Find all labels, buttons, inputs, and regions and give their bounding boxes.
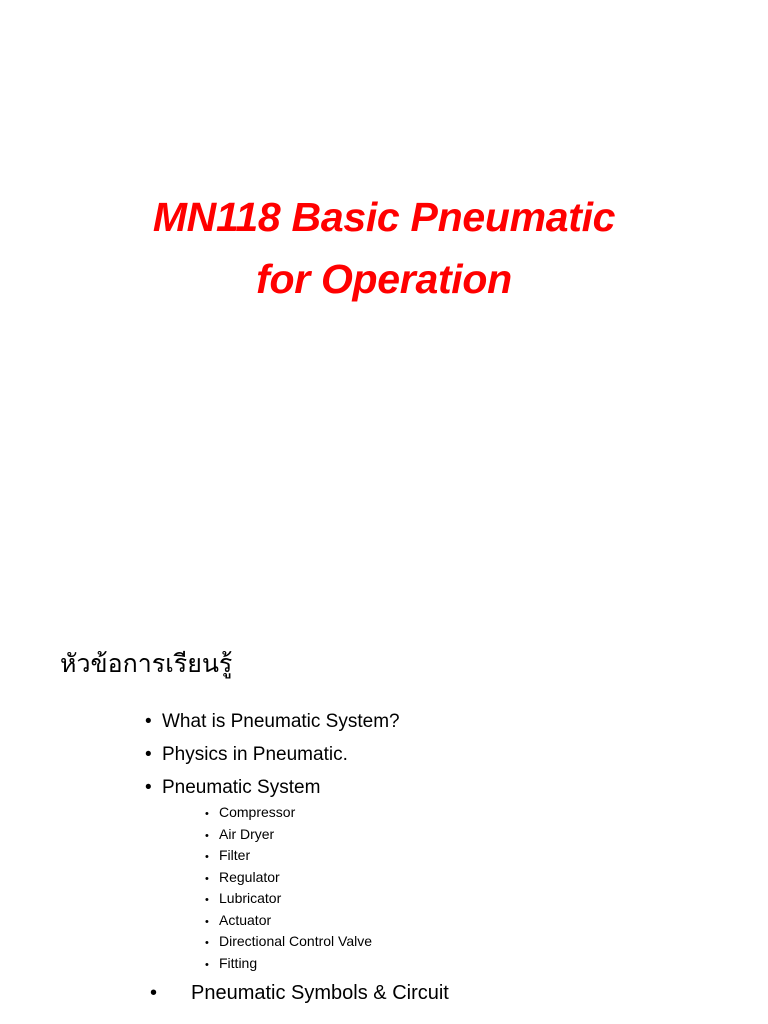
- bullet-icon: •: [205, 872, 209, 885]
- sub-topic-label: Lubricator: [219, 890, 282, 906]
- topic-item-symbols-circuit: [150, 980, 449, 1006]
- bullet-icon: •: [145, 711, 152, 732]
- bullet-icon: •: [205, 829, 209, 842]
- sub-topic-label: Compressor: [219, 804, 296, 820]
- bullet-icon: •: [205, 937, 209, 949]
- sub-topic-label: Regulator: [219, 868, 280, 885]
- bullet-icon: •: [205, 851, 209, 863]
- sub-topic-label: Directional Control Valve: [219, 933, 373, 949]
- sub-topic-item: [205, 802, 372, 824]
- slide-title: [0, 186, 768, 310]
- sub-topic-item: [205, 824, 372, 846]
- sub-topic-label: Filter: [219, 847, 251, 863]
- bullet-icon: •: [205, 958, 209, 971]
- bullet-icon: •: [145, 777, 152, 798]
- topic-item: [145, 776, 320, 800]
- topic-item-label: What is Pneumatic System?: [162, 711, 400, 732]
- sub-topic-list: [205, 802, 372, 974]
- topic-item: [145, 743, 348, 767]
- sub-topic-item: [205, 888, 372, 910]
- topic-item-label: Physics in Pneumatic.: [162, 744, 348, 765]
- topic-item-label: Pneumatic System: [162, 777, 321, 798]
- bullet-icon: •: [205, 808, 209, 820]
- sub-topic-label: Actuator: [219, 911, 272, 928]
- topic-item: [145, 710, 400, 734]
- bullet-icon: •: [150, 982, 158, 1004]
- slide-title-line-1: MN118 Basic Pneumatic: [152, 194, 616, 240]
- sub-topic-item: [205, 931, 372, 953]
- topics-slide: [0, 620, 768, 1024]
- sub-topic-item: [205, 845, 372, 867]
- slide-title-line-2: for Operation: [256, 256, 512, 302]
- sub-topic-label: Air Dryer: [219, 825, 275, 842]
- sub-topic-item: [205, 953, 372, 975]
- bullet-icon: •: [205, 894, 209, 906]
- topics-heading: หัวข้อการเรียนรู้: [60, 649, 233, 678]
- bullet-icon: •: [145, 744, 152, 765]
- sub-topic-label: Fitting: [219, 954, 258, 971]
- sub-topic-item: [205, 910, 372, 932]
- topic-item-label: Pneumatic Symbols & Circuit: [191, 982, 449, 1004]
- bullet-icon: •: [205, 915, 209, 928]
- sub-topic-item: [205, 867, 372, 889]
